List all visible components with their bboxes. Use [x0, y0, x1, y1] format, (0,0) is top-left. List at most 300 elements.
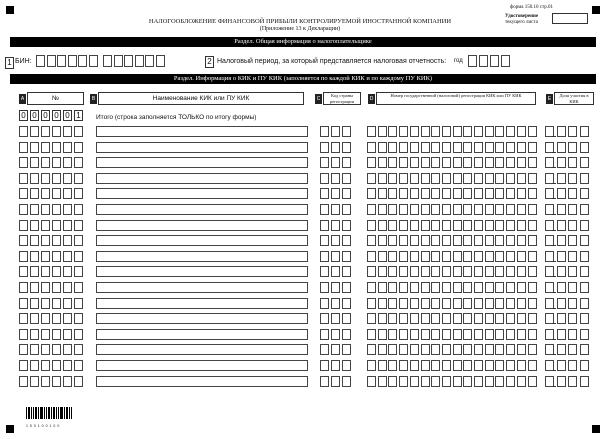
registration-number-cell[interactable]	[528, 298, 537, 309]
country-code-cell[interactable]	[320, 313, 329, 324]
bin-digit-cell[interactable]	[47, 55, 56, 67]
share-cell[interactable]	[580, 344, 589, 355]
share-cell[interactable]	[580, 126, 589, 137]
registration-number-cell[interactable]	[495, 142, 504, 153]
registration-number-cell[interactable]	[421, 329, 430, 340]
share-cell[interactable]	[580, 360, 589, 371]
row-number-cell[interactable]	[63, 126, 72, 137]
registration-number-cell[interactable]	[421, 235, 430, 246]
country-code-cell[interactable]	[342, 376, 351, 387]
registration-number-cell[interactable]	[431, 313, 440, 324]
year-digit-cell[interactable]	[501, 55, 510, 67]
share-cell[interactable]	[580, 173, 589, 184]
registration-number-cell[interactable]	[367, 157, 376, 168]
registration-number-cell[interactable]	[367, 344, 376, 355]
country-code-cell[interactable]	[320, 360, 329, 371]
row-number-cell[interactable]	[19, 126, 28, 137]
registration-number-cell[interactable]	[463, 266, 472, 277]
registration-number-cell[interactable]	[388, 344, 397, 355]
row-number-cell[interactable]	[41, 344, 50, 355]
registration-number-cell[interactable]	[442, 157, 451, 168]
country-code-cell[interactable]	[331, 188, 340, 199]
share-cell[interactable]	[580, 266, 589, 277]
registration-number-cell[interactable]	[367, 298, 376, 309]
share-cell[interactable]	[557, 251, 566, 262]
row-number-cell[interactable]	[19, 329, 28, 340]
registration-number-cell[interactable]	[506, 282, 515, 293]
registration-number-cell[interactable]	[442, 376, 451, 387]
registration-number-cell[interactable]	[453, 360, 462, 371]
registration-number-cell[interactable]	[528, 266, 537, 277]
country-code-cell[interactable]	[320, 298, 329, 309]
registration-number-cell[interactable]	[517, 360, 526, 371]
registration-number-cell[interactable]	[506, 142, 515, 153]
country-code-cell[interactable]	[331, 126, 340, 137]
row-number-cell[interactable]	[41, 360, 50, 371]
bin-digit-cell[interactable]	[114, 55, 123, 67]
row-number-cell[interactable]	[30, 313, 39, 324]
registration-number-cell[interactable]	[485, 142, 494, 153]
bin-digit-cell[interactable]	[103, 55, 112, 67]
registration-number-cell[interactable]	[442, 360, 451, 371]
country-code-cell[interactable]	[320, 188, 329, 199]
share-cell[interactable]	[557, 360, 566, 371]
kik-name-field[interactable]	[96, 360, 308, 371]
share-cell[interactable]	[557, 329, 566, 340]
share-cell[interactable]	[580, 188, 589, 199]
kik-name-field[interactable]	[96, 282, 308, 293]
registration-number-cell[interactable]	[495, 344, 504, 355]
bin-digit-cell[interactable]	[68, 55, 77, 67]
row-number-cell[interactable]	[52, 329, 61, 340]
bin-digit-cell[interactable]	[78, 55, 87, 67]
row-number-cell[interactable]	[41, 329, 50, 340]
country-code-cell[interactable]	[342, 188, 351, 199]
share-cell[interactable]	[568, 344, 577, 355]
row-number-cell[interactable]	[63, 188, 72, 199]
registration-number-cell[interactable]	[517, 313, 526, 324]
share-cell[interactable]	[580, 329, 589, 340]
registration-number-cell[interactable]	[463, 235, 472, 246]
registration-number-cell[interactable]	[399, 251, 408, 262]
registration-number-cell[interactable]	[378, 282, 387, 293]
share-cell[interactable]	[568, 188, 577, 199]
share-cell[interactable]	[568, 298, 577, 309]
row-number-cell[interactable]	[41, 126, 50, 137]
registration-number-cell[interactable]	[410, 266, 419, 277]
registration-number-cell[interactable]	[399, 188, 408, 199]
row-number-cell[interactable]	[19, 282, 28, 293]
registration-number-cell[interactable]	[495, 376, 504, 387]
registration-number-cell[interactable]	[410, 344, 419, 355]
registration-number-cell[interactable]	[421, 220, 430, 231]
registration-number-cell[interactable]	[399, 157, 408, 168]
row-number-cell[interactable]	[41, 282, 50, 293]
registration-number-cell[interactable]	[431, 360, 440, 371]
country-code-cell[interactable]	[342, 220, 351, 231]
registration-number-cell[interactable]	[506, 173, 515, 184]
registration-number-cell[interactable]	[495, 220, 504, 231]
registration-number-cell[interactable]	[421, 376, 430, 387]
registration-number-cell[interactable]	[485, 376, 494, 387]
registration-number-cell[interactable]	[495, 329, 504, 340]
row-number-cell[interactable]	[52, 235, 61, 246]
registration-number-cell[interactable]	[506, 298, 515, 309]
registration-number-cell[interactable]	[421, 157, 430, 168]
registration-number-cell[interactable]	[463, 360, 472, 371]
registration-number-cell[interactable]	[421, 142, 430, 153]
registration-number-cell[interactable]	[431, 282, 440, 293]
bin-digit-cell[interactable]	[57, 55, 66, 67]
registration-number-cell[interactable]	[388, 329, 397, 340]
registration-number-cell[interactable]	[442, 344, 451, 355]
registration-number-cell[interactable]	[506, 344, 515, 355]
registration-number-cell[interactable]	[453, 329, 462, 340]
share-cell[interactable]	[568, 235, 577, 246]
share-cell[interactable]	[568, 157, 577, 168]
registration-number-cell[interactable]	[463, 313, 472, 324]
country-code-cell[interactable]	[331, 329, 340, 340]
registration-number-cell[interactable]	[485, 220, 494, 231]
bin-digit-cell[interactable]	[135, 55, 144, 67]
registration-number-cell[interactable]	[378, 344, 387, 355]
country-code-cell[interactable]	[320, 142, 329, 153]
share-cell[interactable]	[557, 376, 566, 387]
share-cell[interactable]	[557, 266, 566, 277]
country-code-cell[interactable]	[331, 344, 340, 355]
registration-number-cell[interactable]	[431, 142, 440, 153]
registration-number-cell[interactable]	[485, 251, 494, 262]
row-number-cell[interactable]	[74, 360, 83, 371]
registration-number-cell[interactable]	[463, 188, 472, 199]
row-number-cell[interactable]	[30, 329, 39, 340]
registration-number-cell[interactable]	[506, 235, 515, 246]
registration-number-cell[interactable]	[485, 188, 494, 199]
kik-name-field[interactable]	[96, 266, 308, 277]
registration-number-cell[interactable]	[474, 251, 483, 262]
row-number-cell[interactable]	[52, 142, 61, 153]
row-number-cell[interactable]	[30, 376, 39, 387]
country-code-cell[interactable]	[342, 344, 351, 355]
registration-number-cell[interactable]	[431, 220, 440, 231]
registration-number-cell[interactable]	[453, 313, 462, 324]
row-number-cell[interactable]	[63, 329, 72, 340]
registration-number-cell[interactable]	[474, 298, 483, 309]
row-number-cell[interactable]	[41, 142, 50, 153]
row-number-cell[interactable]	[30, 157, 39, 168]
registration-number-cell[interactable]	[378, 173, 387, 184]
country-code-cell[interactable]	[331, 376, 340, 387]
registration-number-cell[interactable]	[506, 220, 515, 231]
row-number-cell[interactable]	[52, 188, 61, 199]
registration-number-cell[interactable]	[506, 329, 515, 340]
country-code-cell[interactable]	[320, 376, 329, 387]
registration-number-cell[interactable]	[463, 157, 472, 168]
registration-number-cell[interactable]	[528, 344, 537, 355]
registration-number-cell[interactable]	[367, 251, 376, 262]
registration-number-cell[interactable]	[410, 235, 419, 246]
share-cell[interactable]	[557, 298, 566, 309]
row-number-digit[interactable]: 0	[19, 110, 28, 121]
registration-number-cell[interactable]	[367, 220, 376, 231]
registration-number-cell[interactable]	[506, 204, 515, 215]
country-code-cell[interactable]	[331, 282, 340, 293]
registration-number-cell[interactable]	[463, 173, 472, 184]
share-cell[interactable]	[568, 204, 577, 215]
share-cell[interactable]	[568, 313, 577, 324]
registration-number-cell[interactable]	[485, 173, 494, 184]
registration-number-cell[interactable]	[378, 298, 387, 309]
share-cell[interactable]	[580, 220, 589, 231]
row-number-cell[interactable]	[41, 220, 50, 231]
registration-number-cell[interactable]	[453, 266, 462, 277]
registration-number-cell[interactable]	[506, 313, 515, 324]
registration-number-cell[interactable]	[442, 329, 451, 340]
registration-number-cell[interactable]	[399, 204, 408, 215]
registration-number-cell[interactable]	[378, 142, 387, 153]
row-number-cell[interactable]	[30, 220, 39, 231]
registration-number-cell[interactable]	[517, 266, 526, 277]
row-number-digit[interactable]: 0	[52, 110, 61, 121]
registration-number-cell[interactable]	[495, 126, 504, 137]
registration-number-cell[interactable]	[399, 142, 408, 153]
registration-number-cell[interactable]	[399, 298, 408, 309]
bin-digit-cell[interactable]	[36, 55, 45, 67]
row-number-cell[interactable]	[19, 251, 28, 262]
registration-number-cell[interactable]	[474, 157, 483, 168]
country-code-cell[interactable]	[342, 173, 351, 184]
registration-number-cell[interactable]	[442, 188, 451, 199]
share-cell[interactable]	[580, 142, 589, 153]
share-cell[interactable]	[557, 142, 566, 153]
registration-number-cell[interactable]	[463, 220, 472, 231]
registration-number-cell[interactable]	[528, 220, 537, 231]
row-number-cell[interactable]	[63, 142, 72, 153]
country-code-cell[interactable]	[342, 126, 351, 137]
country-code-cell[interactable]	[342, 298, 351, 309]
registration-number-cell[interactable]	[431, 251, 440, 262]
row-number-cell[interactable]	[30, 360, 39, 371]
registration-number-cell[interactable]	[367, 142, 376, 153]
share-cell[interactable]	[580, 313, 589, 324]
row-number-cell[interactable]	[41, 188, 50, 199]
registration-number-cell[interactable]	[474, 142, 483, 153]
row-number-cell[interactable]	[52, 376, 61, 387]
country-code-cell[interactable]	[331, 313, 340, 324]
registration-number-cell[interactable]	[506, 188, 515, 199]
kik-name-field[interactable]	[96, 220, 308, 231]
country-code-cell[interactable]	[331, 235, 340, 246]
share-cell[interactable]	[557, 282, 566, 293]
row-number-cell[interactable]	[41, 157, 50, 168]
row-number-cell[interactable]	[41, 173, 50, 184]
registration-number-cell[interactable]	[506, 126, 515, 137]
row-number-cell[interactable]	[52, 173, 61, 184]
registration-number-cell[interactable]	[431, 173, 440, 184]
share-cell[interactable]	[557, 313, 566, 324]
bin-digit-cell[interactable]	[145, 55, 154, 67]
row-number-digit[interactable]: 0	[63, 110, 72, 121]
registration-number-cell[interactable]	[431, 188, 440, 199]
registration-number-cell[interactable]	[506, 266, 515, 277]
registration-number-cell[interactable]	[453, 220, 462, 231]
registration-number-cell[interactable]	[517, 157, 526, 168]
registration-number-cell[interactable]	[431, 126, 440, 137]
row-number-cell[interactable]	[19, 313, 28, 324]
registration-number-cell[interactable]	[410, 298, 419, 309]
registration-number-cell[interactable]	[485, 313, 494, 324]
registration-number-cell[interactable]	[485, 126, 494, 137]
registration-number-cell[interactable]	[517, 344, 526, 355]
row-number-cell[interactable]	[19, 376, 28, 387]
share-cell[interactable]	[568, 173, 577, 184]
share-cell[interactable]	[557, 188, 566, 199]
country-code-cell[interactable]	[342, 142, 351, 153]
registration-number-cell[interactable]	[388, 251, 397, 262]
registration-number-cell[interactable]	[421, 298, 430, 309]
share-cell[interactable]	[580, 282, 589, 293]
registration-number-cell[interactable]	[399, 344, 408, 355]
registration-number-cell[interactable]	[388, 157, 397, 168]
registration-number-cell[interactable]	[378, 126, 387, 137]
row-number-digit[interactable]: 0	[30, 110, 39, 121]
share-cell[interactable]	[568, 329, 577, 340]
country-code-cell[interactable]	[342, 313, 351, 324]
registration-number-cell[interactable]	[367, 282, 376, 293]
country-code-cell[interactable]	[342, 157, 351, 168]
registration-number-cell[interactable]	[378, 376, 387, 387]
registration-number-cell[interactable]	[453, 344, 462, 355]
registration-number-cell[interactable]	[517, 126, 526, 137]
row-number-cell[interactable]	[74, 313, 83, 324]
bin-digit-cell[interactable]	[89, 55, 98, 67]
registration-number-cell[interactable]	[399, 173, 408, 184]
registration-number-cell[interactable]	[367, 313, 376, 324]
registration-number-cell[interactable]	[474, 188, 483, 199]
registration-number-cell[interactable]	[388, 376, 397, 387]
registration-number-cell[interactable]	[399, 266, 408, 277]
country-code-cell[interactable]	[342, 360, 351, 371]
registration-number-cell[interactable]	[485, 204, 494, 215]
registration-number-cell[interactable]	[399, 329, 408, 340]
registration-number-cell[interactable]	[410, 142, 419, 153]
row-number-cell[interactable]	[63, 376, 72, 387]
row-number-cell[interactable]	[19, 344, 28, 355]
row-number-cell[interactable]	[74, 126, 83, 137]
share-cell[interactable]	[557, 173, 566, 184]
registration-number-cell[interactable]	[453, 142, 462, 153]
registration-number-cell[interactable]	[517, 173, 526, 184]
row-number-cell[interactable]	[74, 266, 83, 277]
registration-number-cell[interactable]	[399, 235, 408, 246]
country-code-cell[interactable]	[320, 173, 329, 184]
bin-digit-cell[interactable]	[156, 55, 165, 67]
registration-number-cell[interactable]	[367, 360, 376, 371]
registration-number-cell[interactable]	[495, 313, 504, 324]
registration-number-cell[interactable]	[378, 360, 387, 371]
registration-number-cell[interactable]	[528, 142, 537, 153]
registration-number-cell[interactable]	[388, 204, 397, 215]
registration-number-cell[interactable]	[442, 220, 451, 231]
row-number-cell[interactable]	[19, 220, 28, 231]
registration-number-cell[interactable]	[399, 360, 408, 371]
kik-name-field[interactable]	[96, 142, 308, 153]
share-cell[interactable]	[568, 266, 577, 277]
registration-number-cell[interactable]	[495, 188, 504, 199]
registration-number-cell[interactable]	[474, 126, 483, 137]
country-code-cell[interactable]	[331, 251, 340, 262]
registration-number-cell[interactable]	[431, 204, 440, 215]
registration-number-cell[interactable]	[431, 266, 440, 277]
row-number-cell[interactable]	[74, 220, 83, 231]
registration-number-cell[interactable]	[474, 235, 483, 246]
share-cell[interactable]	[580, 235, 589, 246]
registration-number-cell[interactable]	[453, 282, 462, 293]
registration-number-cell[interactable]	[495, 282, 504, 293]
country-code-cell[interactable]	[331, 360, 340, 371]
registration-number-cell[interactable]	[388, 126, 397, 137]
registration-number-cell[interactable]	[495, 298, 504, 309]
country-code-cell[interactable]	[331, 220, 340, 231]
registration-number-cell[interactable]	[453, 188, 462, 199]
registration-number-cell[interactable]	[517, 329, 526, 340]
registration-number-cell[interactable]	[474, 376, 483, 387]
row-number-cell[interactable]	[63, 235, 72, 246]
row-number-cell[interactable]	[63, 251, 72, 262]
kik-name-field[interactable]	[96, 157, 308, 168]
registration-number-cell[interactable]	[431, 298, 440, 309]
registration-number-cell[interactable]	[453, 298, 462, 309]
registration-number-cell[interactable]	[453, 251, 462, 262]
row-number-cell[interactable]	[41, 235, 50, 246]
registration-number-cell[interactable]	[453, 204, 462, 215]
kik-name-field[interactable]	[96, 329, 308, 340]
registration-number-cell[interactable]	[410, 220, 419, 231]
row-number-cell[interactable]	[63, 266, 72, 277]
registration-number-cell[interactable]	[442, 298, 451, 309]
registration-number-cell[interactable]	[367, 126, 376, 137]
registration-number-cell[interactable]	[495, 235, 504, 246]
share-cell[interactable]	[568, 282, 577, 293]
row-number-cell[interactable]	[74, 157, 83, 168]
registration-number-cell[interactable]	[517, 204, 526, 215]
row-number-cell[interactable]	[30, 235, 39, 246]
registration-number-cell[interactable]	[399, 376, 408, 387]
row-number-cell[interactable]	[19, 235, 28, 246]
row-number-cell[interactable]	[63, 173, 72, 184]
registration-number-cell[interactable]	[442, 126, 451, 137]
registration-number-cell[interactable]	[421, 251, 430, 262]
row-number-cell[interactable]	[30, 251, 39, 262]
share-cell[interactable]	[557, 220, 566, 231]
registration-number-cell[interactable]	[453, 173, 462, 184]
share-cell[interactable]	[568, 220, 577, 231]
row-number-cell[interactable]	[19, 173, 28, 184]
registration-number-cell[interactable]	[528, 313, 537, 324]
registration-number-cell[interactable]	[485, 282, 494, 293]
registration-number-cell[interactable]	[421, 344, 430, 355]
row-number-cell[interactable]	[63, 204, 72, 215]
registration-number-cell[interactable]	[474, 266, 483, 277]
registration-number-cell[interactable]	[442, 251, 451, 262]
country-code-cell[interactable]	[320, 220, 329, 231]
registration-number-cell[interactable]	[410, 157, 419, 168]
year-digit-cell[interactable]	[490, 55, 499, 67]
registration-number-cell[interactable]	[485, 235, 494, 246]
country-code-cell[interactable]	[342, 235, 351, 246]
registration-number-cell[interactable]	[463, 344, 472, 355]
country-code-cell[interactable]	[320, 251, 329, 262]
